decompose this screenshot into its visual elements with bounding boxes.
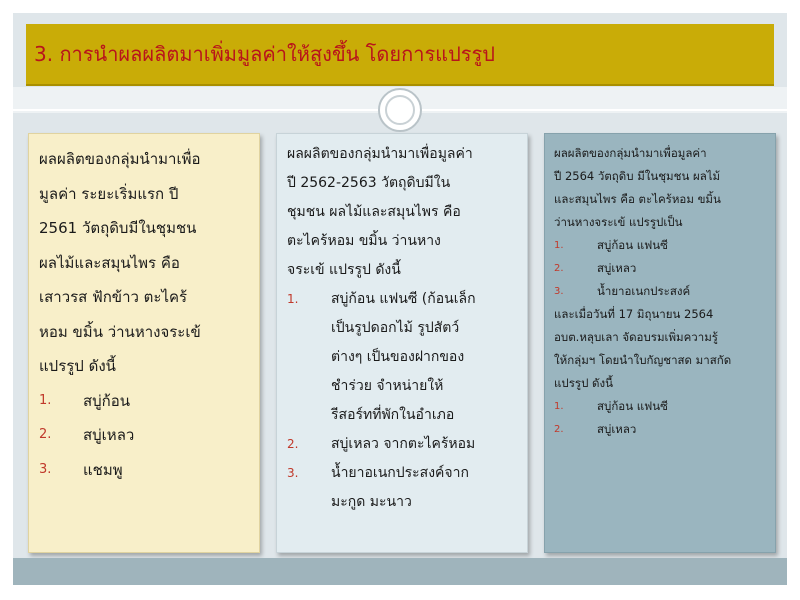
list-item (39, 384, 249, 419)
list-item-line: มะกูด มะนาว (331, 494, 412, 510)
intro-line: มูลค่า ระยะเริ่มแรก ปี (39, 184, 179, 203)
list-item-line: รีสอร์ทที่พักในอำเภอ (331, 407, 455, 423)
intro-line: ผลไม้และสมุนไพร คือ (39, 253, 180, 272)
intro-line: ผลผลิตของกลุ่มนำมาเพื่อ (39, 150, 201, 168)
content-box-2564 (544, 133, 776, 553)
intro-line: ผลผลิตของกลุ่มนำมาเพื่อมูลค่า (554, 146, 707, 160)
list-item (554, 418, 766, 441)
list-number: 2. (39, 427, 52, 442)
list-number: 1. (39, 392, 52, 408)
product-list (554, 234, 766, 303)
list-item (554, 280, 766, 303)
list-number: 1. (554, 240, 564, 251)
list-item-text (331, 459, 517, 517)
intro-line: ตะไคร้หอม ขมิ้น ว่านหาง (287, 233, 441, 249)
list-item-text: น้ำยาอเนกประสงค์ (597, 284, 691, 298)
list-item-text: สบู่เหลว (597, 422, 637, 436)
intro-line: 2561 วัตถุดิบมีในชุมชน (39, 219, 197, 237)
list-item (554, 395, 766, 418)
footer-strip (13, 558, 787, 585)
training-line: อบต.หลุบเลา จัดอบรมเพิ่มความรู้ (554, 330, 718, 344)
list-item-text (331, 285, 517, 430)
training-line: และเมื่อวันที่ 17 มิถุนายน 2564 (554, 307, 714, 321)
divider-circle-inner (385, 95, 415, 125)
content-box-2561 (28, 133, 260, 553)
list-item-text (331, 430, 517, 459)
training-line: แปรรูป ดังนี้ (554, 376, 613, 390)
cannabis-product-list (554, 395, 766, 441)
title-bar (26, 24, 774, 86)
intro-line: และสมุนไพร คือ ตะไคร้หอม ขมิ้น (554, 192, 721, 206)
intro-line: ชุมชน ผลไม้และสมุนไพร คือ (287, 204, 461, 220)
list-item-text: สบู่ก้อน แฟนซี (597, 399, 668, 413)
intro-line: จระเข้ แปรรูป ดังนี้ (287, 262, 401, 278)
list-number: 3. (287, 466, 299, 480)
list-item (554, 234, 766, 257)
intro-line: หอม ขมิ้น ว่านหางจระเข้ (39, 322, 201, 341)
product-list (39, 384, 249, 488)
list-item-text: สบู่ก้อน แฟนซี (597, 238, 668, 252)
list-item-line: สบู่ก้อน แฟนซี (ก้อนเล็ก (331, 291, 476, 307)
list-item (287, 285, 517, 430)
list-item (287, 430, 517, 459)
list-number: 2. (554, 424, 564, 435)
intro-line: ว่านหางจระเข้ แปรรูปเป็น (554, 215, 683, 229)
list-item-line: เป็นรูปดอกไม้ รูปสัตว์ (331, 320, 460, 336)
list-item (39, 418, 249, 453)
list-item-text: สบู่เหลว (597, 261, 637, 275)
list-item-line: น้ำยาอเนกประสงค์จาก (331, 465, 469, 481)
list-item-line: สบู่เหลว จากตะไคร้หอม (331, 436, 476, 452)
intro-line: แปรรูป ดังนี้ (39, 357, 116, 375)
list-number: 1. (287, 292, 299, 306)
list-number: 2. (554, 263, 564, 274)
list-item-line: ต่างๆ เป็นของฝากของ (331, 349, 465, 365)
slide-title: 3. การนำผลผลิตมาเพิ่มมูลค่าให้สูงขึ้น โดยการแปรรูป (34, 42, 495, 66)
list-number: 3. (39, 461, 52, 477)
list-item-text: สบู่ก้อน (83, 391, 131, 410)
list-number: 2. (287, 437, 299, 451)
intro-line: ปี 2564 วัตถุดิบ มีในชุมชน ผลไม้ (554, 169, 721, 183)
training-line: ให้กลุ่มฯ โดยนำใบกัญชาสด มาสกัด (554, 353, 732, 367)
list-number: 1. (554, 401, 564, 412)
list-item-text: สบู่เหลว (83, 426, 135, 444)
list-item (554, 257, 766, 280)
intro-line: เสาวรส ฟักข้าว ตะไคร้ (39, 288, 188, 306)
product-list (287, 285, 517, 517)
intro-line: ปี 2562-2563 วัตถุดิบมีใน (287, 175, 451, 191)
list-item-text: แชมพู (83, 460, 123, 479)
list-item-line: ชำร่วย จำหน่ายให้ (331, 378, 444, 394)
content-box-2562-2563 (276, 133, 528, 553)
list-item (287, 459, 517, 517)
list-item (39, 453, 249, 488)
intro-line: ผลผลิตของกลุ่มนำมาเพื่อมูลค่า (287, 146, 473, 162)
list-number: 3. (554, 286, 564, 297)
